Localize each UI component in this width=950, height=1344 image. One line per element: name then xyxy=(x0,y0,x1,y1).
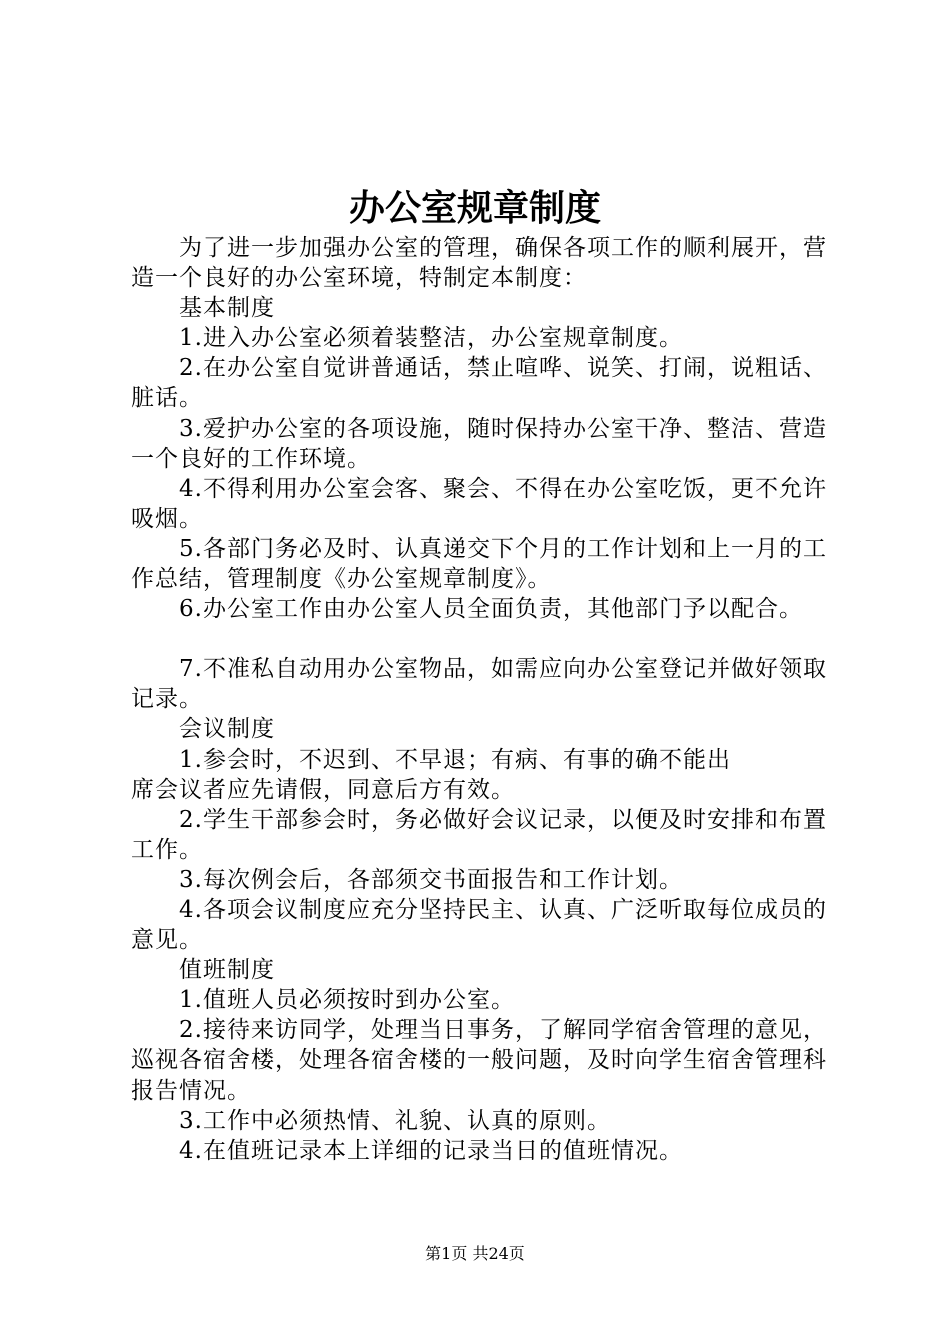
meeting-rule-1-line-2: 席会议者应先请假，同意后方有效。 xyxy=(131,776,515,803)
duty-rule-3: 3.工作中必须热情、礼貌、认真的原则。 xyxy=(179,1107,611,1134)
basic-rule-5: 5.各部门务必及时、认真递交下个月的工作计划和上一月的工作总结，管理制度《办公室规章制度》。 xyxy=(131,535,827,593)
section-heading-meeting: 会议制度 xyxy=(179,716,275,743)
meeting-rule-4: 4.各项会议制度应充分坚持民主、认真、广泛听取每位成员的意见。 xyxy=(131,896,827,954)
basic-rule-6: 6.办公室工作由办公室人员全面负责，其他部门予以配合。 xyxy=(179,596,803,623)
page-number-footer: 第1页 共24页 xyxy=(425,1244,525,1263)
duty-rule-4: 4.在值班记录本上详细的记录当日的值班情况。 xyxy=(179,1137,683,1164)
basic-rule-2: 2.在办公室自觉讲普通话，禁止喧哗、说笑、打闹，说粗话、脏话。 xyxy=(131,355,827,412)
document-title: 办公室规章制度 xyxy=(348,188,601,229)
duty-rule-1: 1.值班人员必须按时到办公室。 xyxy=(179,987,515,1014)
meeting-rule-2: 2.学生干部参会时，务必做好会议记录，以便及时安排和布置工作。 xyxy=(131,806,827,863)
duty-rule-2: 2.接待来访同学，处理当日事务，了解同学宿舍管理的意见，巡视各宿舍楼，处理各宿舍楼的一般问题，及时向学生宿舍管理科报告情况。 xyxy=(131,1017,827,1104)
basic-rule-7: 7.不准私自动用办公室物品，如需应向办公室登记并做好领取记录。 xyxy=(131,656,827,713)
basic-rule-3: 3.爱护办公室的各项设施，随时保持办公室干净、整洁、营造一个良好的工作环境。 xyxy=(131,415,827,472)
basic-rule-4: 4.不得利用办公室会客、聚会、不得在办公室吃饭，更不允许吸烟。 xyxy=(131,475,827,532)
section-heading-duty: 值班制度 xyxy=(179,957,275,984)
intro-paragraph: 为了进一步加强办公室的管理，确保各项工作的顺利展开，营造一个良好的办公室环境，特制定本制度： xyxy=(131,235,827,292)
meeting-rule-1-line-1: 1.参会时，不迟到、不早退；有病、有事的确不能出 xyxy=(179,746,731,773)
document-body xyxy=(131,233,841,1166)
basic-rule-1: 1.进入办公室必须着装整洁，办公室规章制度。 xyxy=(179,325,683,352)
meeting-rule-3: 3.每次例会后，各部须交书面报告和工作计划。 xyxy=(179,866,683,893)
section-heading-basic: 基本制度 xyxy=(179,295,275,322)
